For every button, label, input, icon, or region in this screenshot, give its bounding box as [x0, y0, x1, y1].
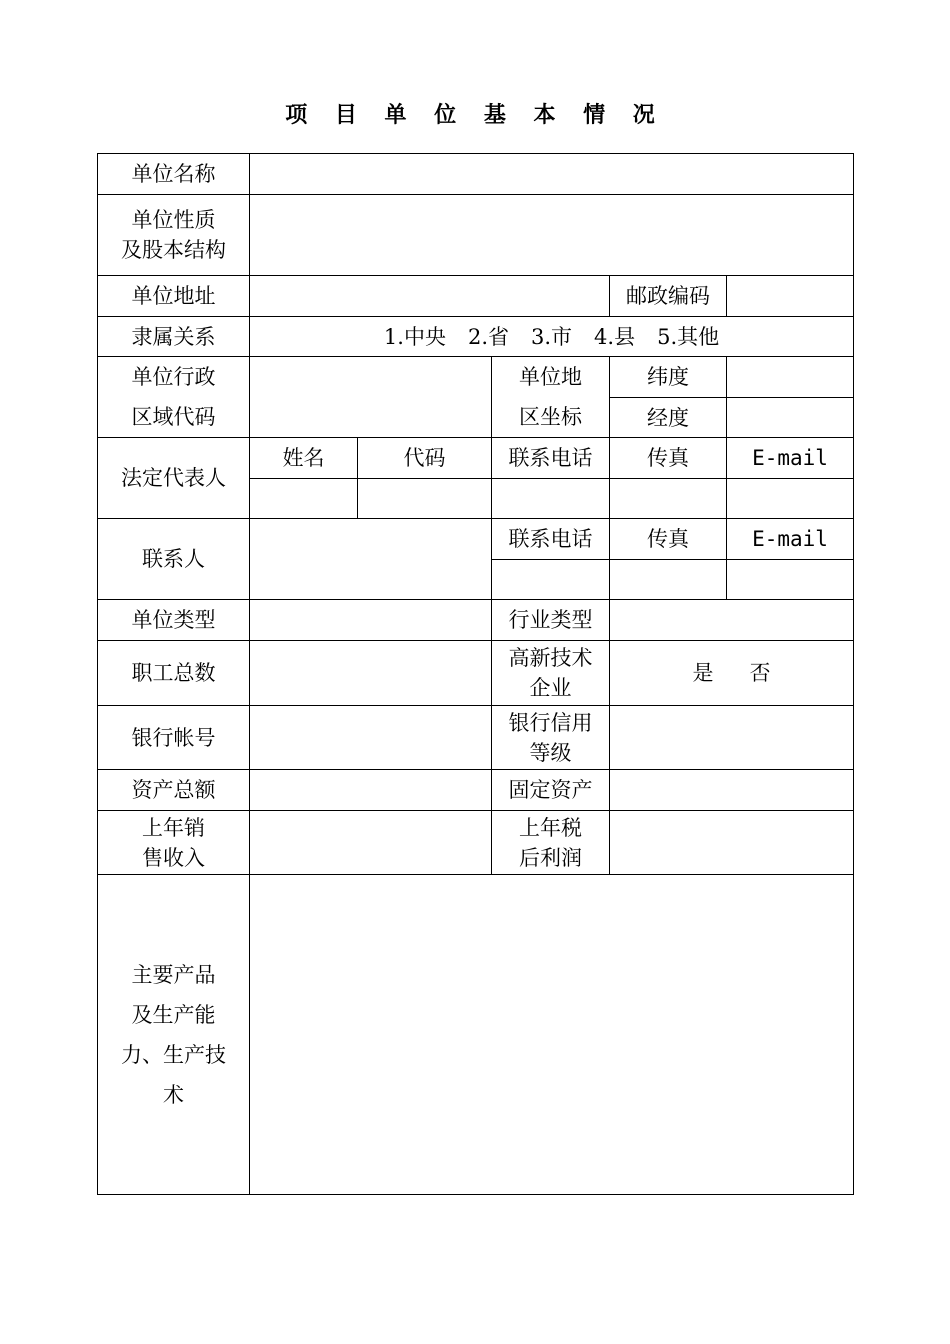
rep-phone-field[interactable] [492, 479, 610, 519]
label-coordinates [492, 357, 610, 438]
contact-email-field[interactable] [727, 560, 854, 600]
total-assets-field[interactable] [250, 770, 492, 811]
label-main-products [98, 875, 250, 1195]
label-profit-line1: 上年税 [519, 815, 582, 840]
unit-address-field[interactable] [250, 276, 610, 317]
label-coordinates-line2: 区坐标 [519, 405, 582, 429]
hitech-choice[interactable] [610, 641, 854, 706]
label-contact-fax: 传真 [610, 519, 727, 560]
label-affiliation: 隶属关系 [98, 317, 250, 357]
contact-fax-field[interactable] [610, 560, 727, 600]
label-products-line4: 术 [163, 1082, 184, 1107]
label-hitech-line1: 高新技术 [508, 646, 593, 670]
label-coordinates-line1: 单位地 [519, 365, 582, 389]
label-postal-code: 邮政编码 [610, 276, 727, 317]
label-contact: 联系人 [98, 519, 250, 600]
label-unit-nature [98, 195, 250, 276]
label-rep-code: 代码 [358, 438, 492, 479]
rep-fax-field[interactable] [610, 479, 727, 519]
latitude-field[interactable] [727, 357, 854, 398]
label-credit-line2: 等级 [529, 740, 572, 765]
affiliation-options[interactable] [250, 317, 854, 357]
label-admin-code-line2: 区域代码 [131, 405, 216, 429]
fixed-assets-field[interactable] [610, 770, 854, 811]
unit-info-table [97, 153, 854, 1195]
label-credit-rating [492, 706, 610, 770]
label-unit-name: 单位名称 [98, 154, 250, 195]
affiliation-option-city[interactable]: 3.市 [531, 324, 573, 349]
rep-email-field[interactable] [727, 479, 854, 519]
label-products-line1: 主要产品 [131, 962, 216, 987]
affiliation-option-other[interactable]: 5.其他 [657, 324, 720, 349]
label-employees: 职工总数 [98, 641, 250, 706]
label-latitude: 纬度 [610, 357, 727, 398]
label-sales [98, 811, 250, 875]
label-legal-rep: 法定代表人 [98, 438, 250, 519]
label-profit [492, 811, 610, 875]
contact-phone-field[interactable] [492, 560, 610, 600]
unit-name-field[interactable] [250, 154, 854, 195]
sales-field[interactable] [250, 811, 492, 875]
unit-nature-field[interactable] [250, 195, 854, 276]
hitech-no-option[interactable]: 否 [749, 661, 771, 685]
label-profit-line2: 后利润 [519, 845, 582, 870]
label-fixed-assets: 固定资产 [492, 770, 610, 811]
contact-name-field[interactable] [250, 519, 492, 600]
affiliation-option-province[interactable]: 2.省 [467, 324, 509, 349]
label-products-line2: 及生产能 [131, 1002, 216, 1027]
label-rep-email: E-mail [727, 438, 854, 479]
admin-code-field[interactable] [250, 357, 492, 438]
credit-rating-field[interactable] [610, 706, 854, 770]
label-unit-type: 单位类型 [98, 600, 250, 641]
profit-field[interactable] [610, 811, 854, 875]
label-contact-phone: 联系电话 [492, 519, 610, 560]
affiliation-option-county[interactable]: 4.县 [594, 324, 636, 349]
rep-code-field[interactable] [358, 479, 492, 519]
label-hitech [492, 641, 610, 706]
label-unit-nature-line2: 及股本结构 [121, 238, 226, 262]
label-admin-code [98, 357, 250, 438]
label-hitech-line2: 企业 [529, 676, 572, 700]
unit-type-field[interactable] [250, 600, 492, 641]
label-total-assets: 资产总额 [98, 770, 250, 811]
label-rep-name: 姓名 [250, 438, 358, 479]
page-title: 项 目 单 位 基 本 情 况 [285, 103, 665, 128]
longitude-field[interactable] [727, 398, 854, 438]
bank-account-field[interactable] [250, 706, 492, 770]
rep-name-field[interactable] [250, 479, 358, 519]
label-bank-account: 银行帐号 [98, 706, 250, 770]
label-contact-email: E-mail [727, 519, 854, 560]
label-sales-line1: 上年销 [142, 815, 205, 840]
label-admin-code-line1: 单位行政 [131, 365, 216, 389]
label-unit-nature-line1: 单位性质 [131, 208, 216, 232]
label-rep-phone: 联系电话 [492, 438, 610, 479]
postal-code-field[interactable] [727, 276, 854, 317]
employees-field[interactable] [250, 641, 492, 706]
label-rep-fax: 传真 [610, 438, 727, 479]
label-credit-line1: 银行信用 [508, 710, 593, 735]
industry-type-field[interactable] [610, 600, 854, 641]
affiliation-option-central[interactable]: 1.中央 [383, 324, 446, 349]
label-industry-type: 行业类型 [492, 600, 610, 641]
label-sales-line2: 售收入 [142, 845, 205, 870]
label-longitude: 经度 [610, 398, 727, 438]
main-products-field[interactable] [250, 875, 854, 1195]
hitech-yes-option[interactable]: 是 [692, 661, 714, 685]
label-unit-address: 单位地址 [98, 276, 250, 317]
label-products-line3: 力、生产技 [121, 1042, 226, 1067]
